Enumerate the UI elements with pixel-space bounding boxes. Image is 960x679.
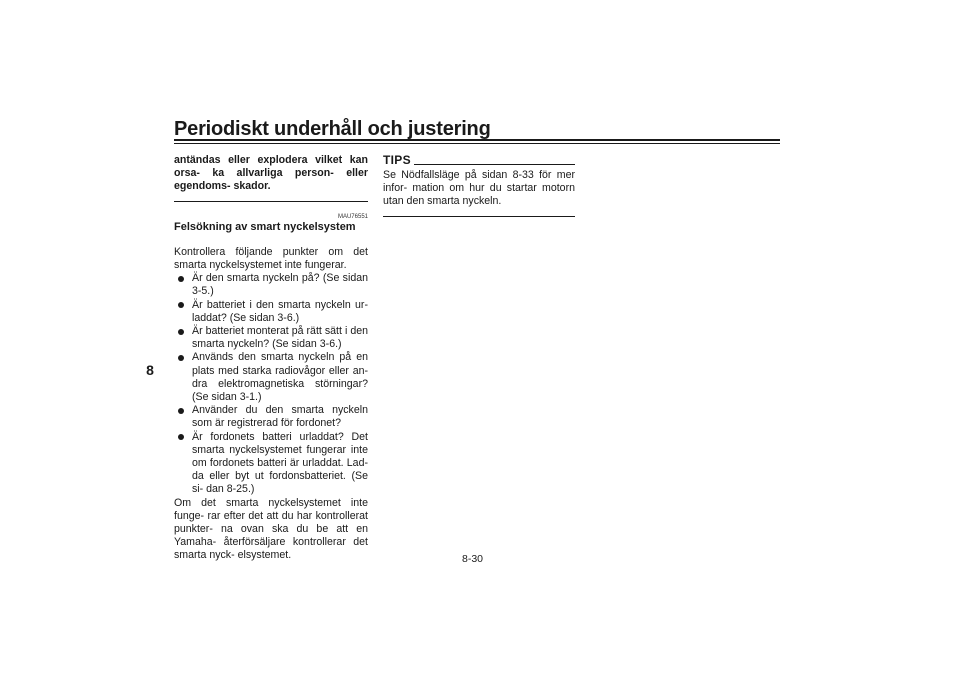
section-code: MAU76551 bbox=[337, 213, 368, 220]
bullet-icon bbox=[178, 434, 184, 440]
list-item-text: Använder du den smarta nyckeln som är registrerad för fordonet? bbox=[192, 404, 368, 430]
bullet-icon bbox=[178, 302, 184, 308]
tips-bottom-rule bbox=[383, 216, 575, 217]
bullet-icon bbox=[178, 276, 184, 282]
list-item-text: Är fordonets batteri urladdat? Det smarta nyckelsystemet fungerar inte om fordonets batteri är urladdat. Lad- da eller byt ut fordonsbatteriet. (Se si- dan 8-25.) bbox=[192, 430, 368, 496]
list-item bbox=[176, 404, 368, 430]
list-item bbox=[176, 325, 368, 351]
bullet-icon bbox=[178, 355, 184, 361]
page-title: Periodiskt underhåll och justering bbox=[174, 118, 491, 140]
bullet-icon bbox=[178, 329, 184, 335]
tips-text: Se Nödfallsläge på sidan 8-33 för mer infor- mation om hur du startar motorn utan den smarta nyckeln. bbox=[383, 169, 575, 208]
tips-header bbox=[383, 154, 575, 167]
list-item bbox=[176, 351, 368, 404]
page-number: 8-30 bbox=[462, 553, 484, 565]
warning-continuation: antändas eller explodera vilket kan orsa- ka allvarliga person- eller egendoms- skador. bbox=[174, 154, 368, 193]
list-item bbox=[176, 299, 368, 325]
right-column bbox=[383, 154, 575, 217]
bullet-icon bbox=[178, 408, 184, 414]
intro-paragraph: Kontrollera följande punkter om det smarta nyckelsystemet inte fungerar. bbox=[174, 245, 368, 272]
list-item bbox=[176, 272, 368, 298]
list-item-text: Är den smarta nyckeln på? (Se sidan 3-5.) bbox=[192, 272, 368, 298]
list-item-text: Används den smarta nyckeln på en plats med starka radiovågor eller an- dra elektromagnetiska störningar? (Se sidan 3-1.) bbox=[192, 351, 368, 404]
section-title: Felsökning av smart nyckelsystem bbox=[174, 220, 356, 233]
header-rule-thin bbox=[174, 143, 780, 144]
closing-paragraph: Om det smarta nyckelsystemet inte funge- rar efter det att du har kontrollerat punkter- na ovan ska du be att en Yamaha- återförsäljare kontrollerar det smarta nyck- elsystemet. bbox=[174, 496, 368, 562]
left-column bbox=[174, 154, 368, 563]
list-item-text: Är batteriet i den smarta nyckeln ur- laddat? (Se sidan 3-6.) bbox=[192, 298, 368, 324]
list-item bbox=[176, 431, 368, 497]
tips-label: TIPS bbox=[383, 153, 411, 167]
chapter-tab-number: 8 bbox=[146, 362, 154, 378]
warning-rule bbox=[174, 201, 368, 202]
header-rule bbox=[174, 139, 780, 141]
tips-header-rule bbox=[414, 164, 575, 165]
checklist bbox=[174, 272, 368, 496]
list-item-text: Är batteriet monterat på rätt sätt i den smarta nyckeln? (Se sidan 3-6.) bbox=[192, 325, 368, 351]
